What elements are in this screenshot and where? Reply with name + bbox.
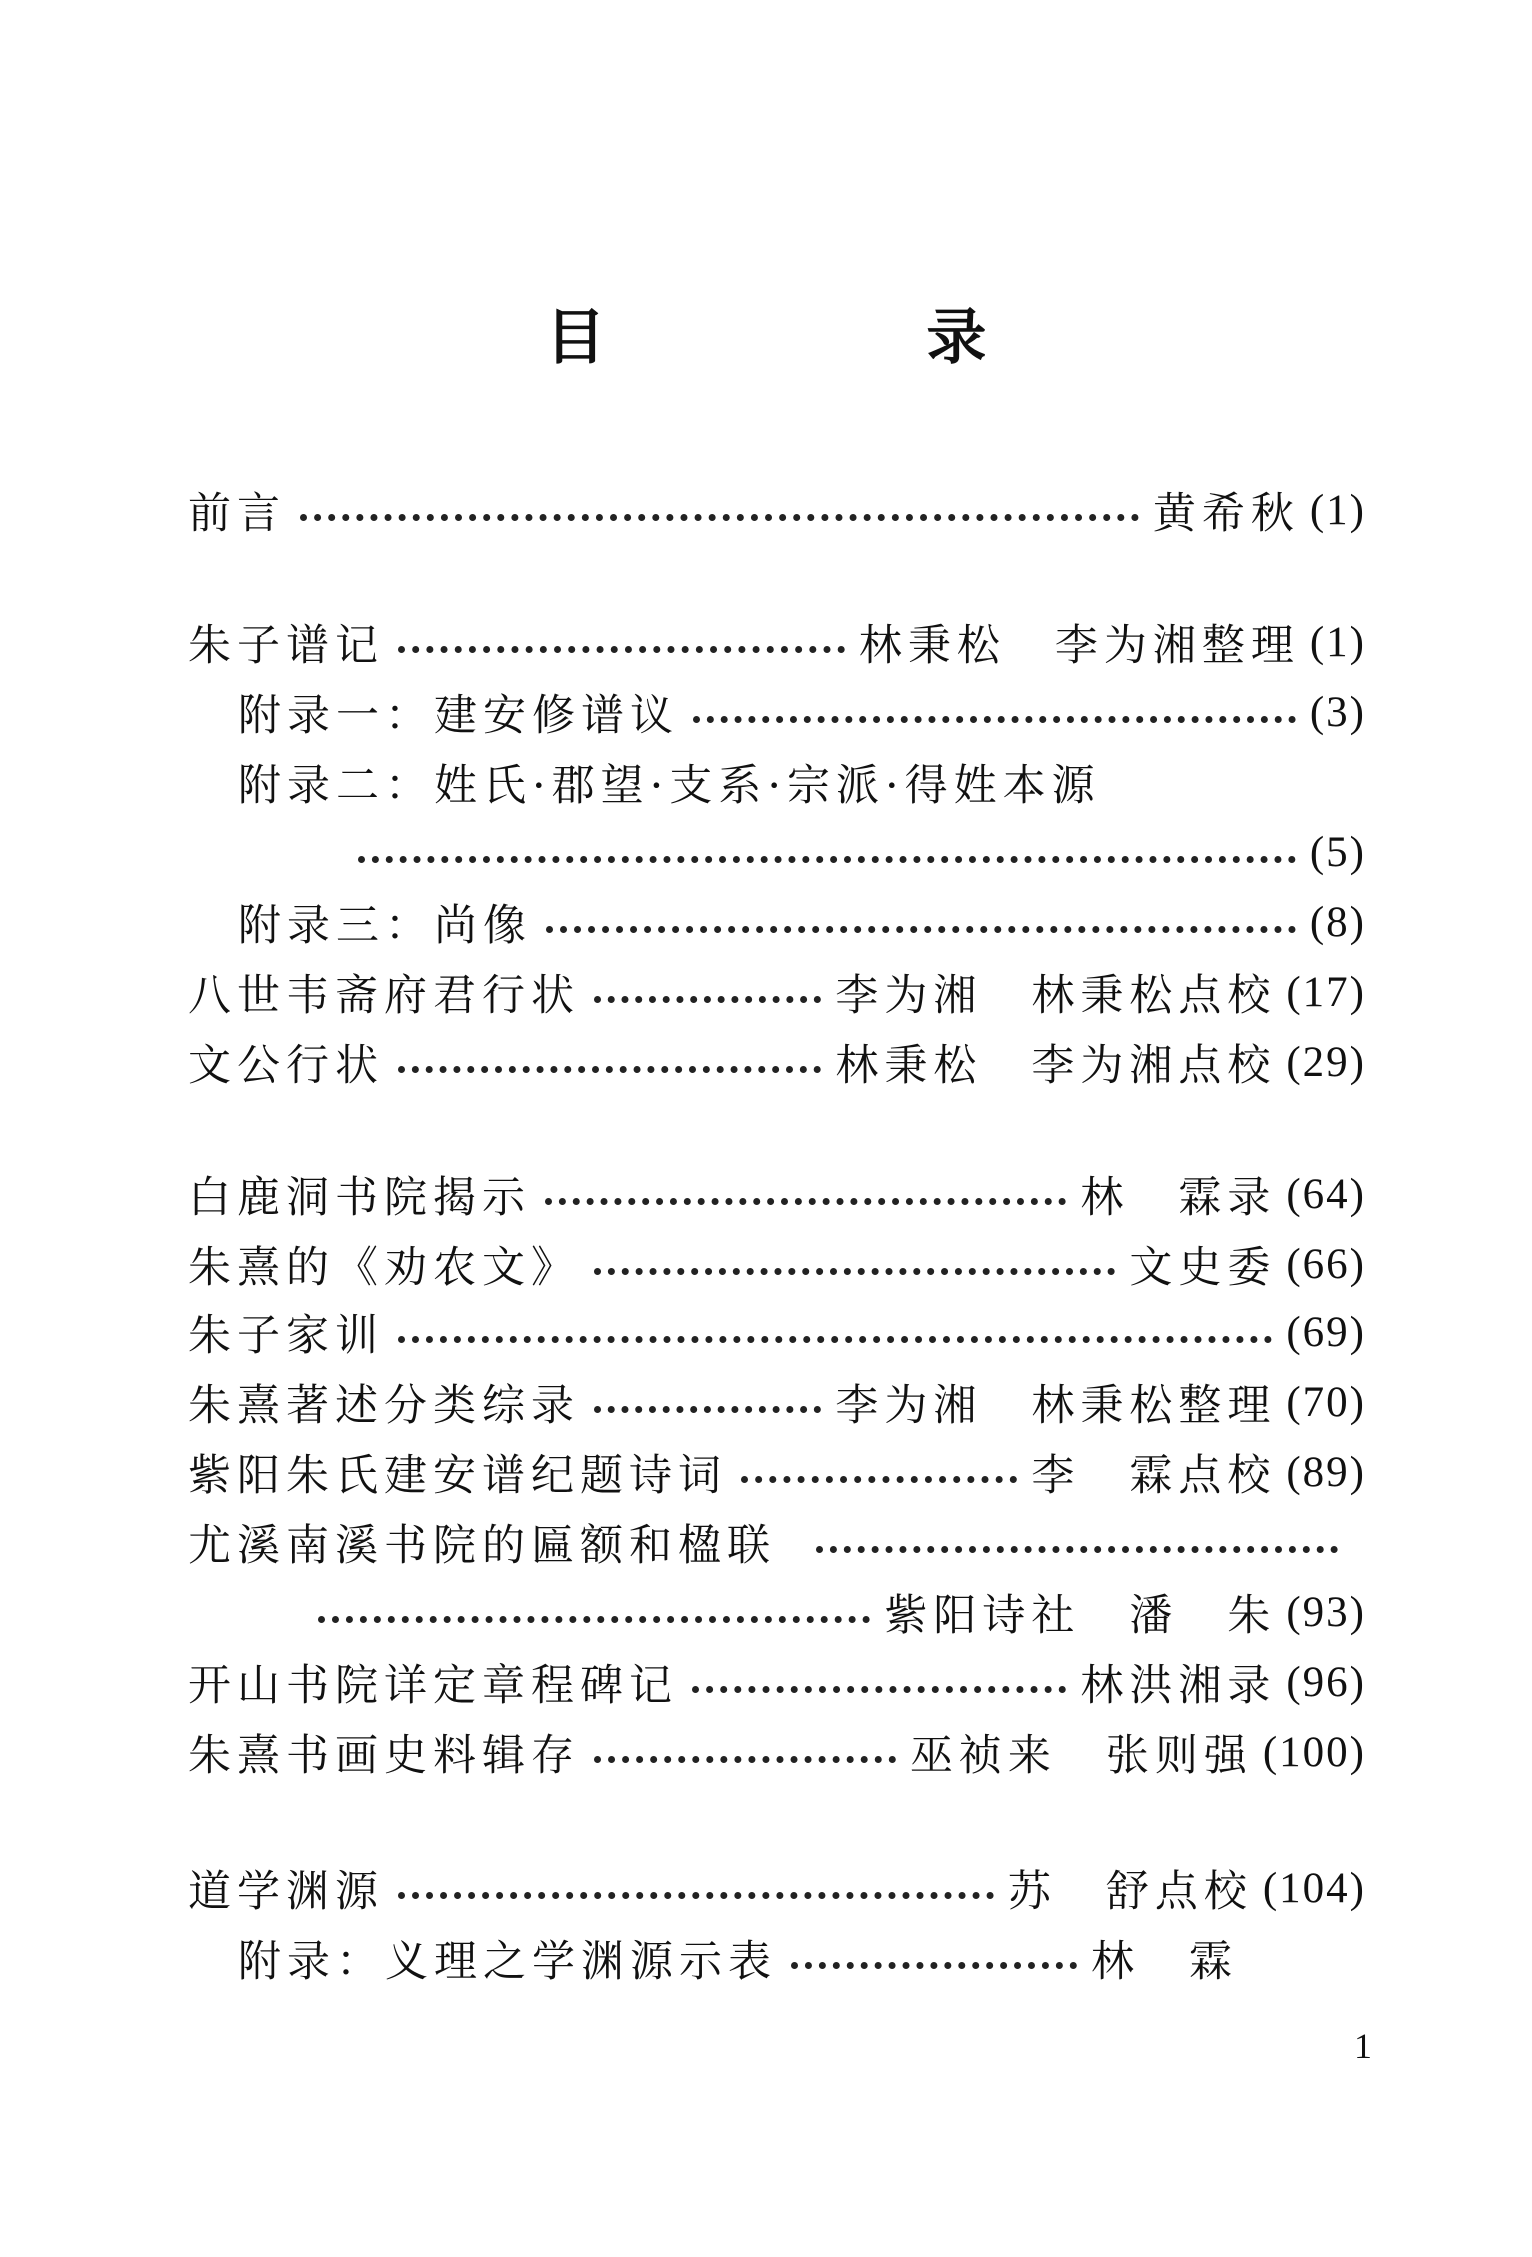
dot-leader [546, 896, 1296, 933]
dot-leader [594, 1238, 1115, 1275]
entry-title: 道学渊源 [188, 1866, 384, 1917]
entry-author: 李为湘 林秉松点校 [835, 970, 1277, 1021]
dot-leader [594, 966, 821, 1003]
entry-page: (5) [1309, 828, 1366, 876]
dot-leader [398, 616, 845, 653]
entry-title: 附录二：姓氏·郡望·支系·宗派·得姓本源 [238, 760, 1101, 811]
entry-title: 开山书院详定章程碑记 [188, 1660, 678, 1711]
entry-page: (66) [1286, 1240, 1366, 1288]
toc-entry [188, 1442, 1366, 1502]
entry-page: (69) [1286, 1308, 1366, 1356]
toc-entry [188, 892, 1366, 952]
entry-title: 文公行状 [188, 1040, 384, 1091]
toc-entry [188, 1858, 1366, 1918]
toc-entry [188, 1928, 1248, 1988]
dot-leader [741, 1446, 1017, 1483]
dot-leader [816, 1516, 1338, 1553]
entry-page: (1) [1309, 486, 1366, 534]
toc-entry [188, 612, 1366, 672]
entry-page: (8) [1309, 898, 1366, 946]
entry-page: (1) [1309, 618, 1366, 666]
entry-author: 巫祯来 张则强 [909, 1730, 1253, 1781]
entry-page: (104) [1262, 1864, 1366, 1912]
entry-title: 附录三：尚像 [238, 900, 532, 951]
entry-author: 林 霖 [1091, 1936, 1238, 1987]
entry-title: 尤溪南溪书院的匾额和楹联 [188, 1520, 776, 1571]
entry-page: (100) [1262, 1728, 1366, 1776]
entry-author: 苏 舒点校 [1007, 1866, 1253, 1917]
entry-title: 朱熹书画史料辑存 [188, 1730, 580, 1781]
entry-author: 文史委 [1129, 1242, 1277, 1293]
dot-leader [692, 1656, 1066, 1693]
dot-leader [318, 1586, 870, 1623]
entry-author: 林秉松 李为湘点校 [835, 1040, 1277, 1091]
toc-entry [188, 682, 1366, 742]
entry-title: 朱熹的《劝农文》 [188, 1242, 580, 1293]
page-title: 目 录 [545, 303, 1137, 373]
entry-author: 李 霖点校 [1031, 1450, 1277, 1501]
entry-page: (93) [1286, 1588, 1366, 1636]
entry-author: 紫阳诗社 潘 朱 [884, 1590, 1277, 1641]
entry-title: 八世韦斋府君行状 [188, 970, 580, 1021]
page-number: 1 [1354, 2026, 1372, 2066]
entry-author: 黄希秋 [1152, 488, 1300, 539]
dot-leader [358, 826, 1296, 863]
entry-author: 林秉松 李为湘整理 [858, 620, 1300, 671]
entry-title: 朱熹著述分类综录 [188, 1380, 580, 1431]
entry-page: (29) [1286, 1038, 1366, 1086]
entry-title: 附录一：建安修谱议 [238, 690, 679, 741]
dot-leader [791, 1932, 1077, 1969]
entry-author: 林 霖录 [1080, 1172, 1277, 1223]
entry-author: 林洪湘录 [1080, 1660, 1277, 1711]
entry-page: (64) [1286, 1170, 1366, 1218]
toc-entry [188, 1372, 1366, 1432]
dot-leader [398, 1862, 994, 1899]
toc-entry [188, 1512, 1338, 1572]
toc-entry [188, 1652, 1366, 1712]
entry-author: 李为湘 林秉松整理 [835, 1380, 1277, 1431]
toc-entry [188, 962, 1366, 1022]
entry-page: (17) [1286, 968, 1366, 1016]
toc-entry [188, 1722, 1366, 1782]
toc-entry-continuation [188, 822, 1366, 882]
dot-leader [398, 1306, 1272, 1343]
toc-entry [188, 1302, 1366, 1362]
toc-entry [188, 1234, 1366, 1294]
entry-title: 前言 [188, 488, 286, 539]
entry-title: 附录：义理之学渊源示表 [238, 1936, 777, 1987]
toc-entry-continuation [188, 1582, 1366, 1642]
toc-entry [188, 1164, 1366, 1224]
toc-entry [188, 1032, 1366, 1092]
entry-page: (89) [1286, 1448, 1366, 1496]
dot-leader [594, 1376, 821, 1413]
entry-page: (70) [1286, 1378, 1366, 1426]
entry-title: 白鹿洞书院揭示 [188, 1172, 531, 1223]
toc-entry [188, 480, 1366, 540]
entry-title: 紫阳朱氏建安谱纪题诗词 [188, 1450, 727, 1501]
dot-leader [300, 484, 1139, 521]
dot-leader [398, 1036, 821, 1073]
entry-title: 朱子谱记 [188, 620, 384, 671]
dot-leader [693, 686, 1296, 723]
toc-entry [188, 752, 1366, 812]
dot-leader [545, 1168, 1066, 1205]
dot-leader [594, 1726, 896, 1763]
entry-page: (3) [1309, 688, 1366, 736]
entry-title: 朱子家训 [188, 1310, 384, 1361]
entry-page: (96) [1286, 1658, 1366, 1706]
